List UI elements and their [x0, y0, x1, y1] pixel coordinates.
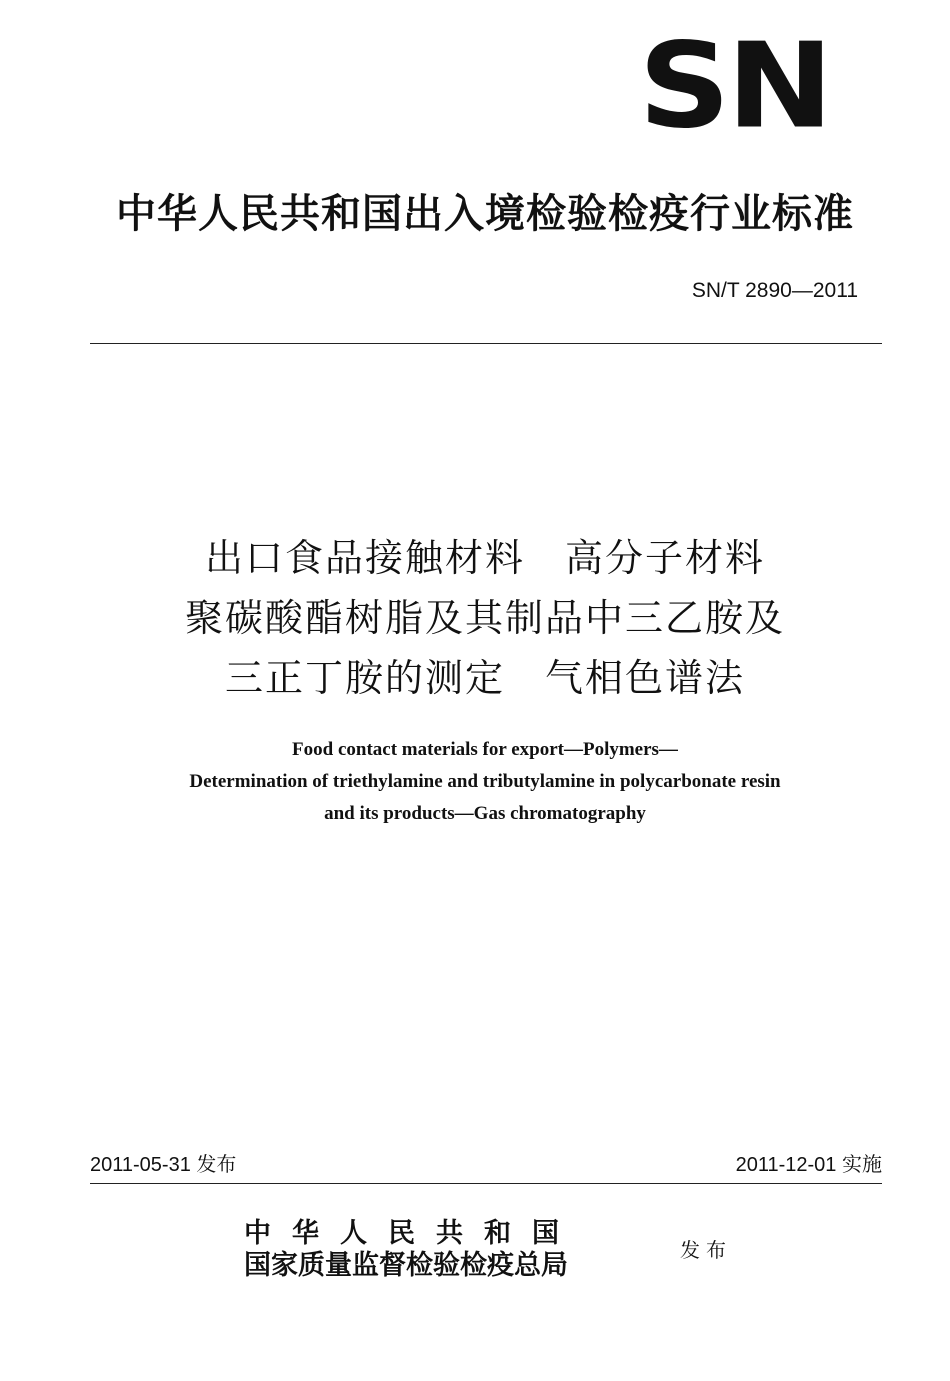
english-title [60, 734, 910, 830]
chinese-title-line-1: 出口食品接触材料 高分子材料 [204, 536, 765, 580]
english-title-line-2: Determination of triethylamine and tributylamine in polycarbonate resin [189, 771, 781, 792]
standard-category-title: 中华人民共和国出入境检验检疫行业标准 [116, 191, 854, 237]
sn-logo: SN [638, 17, 830, 155]
publisher-line-2: 国家质量监督检验检疫总局 [244, 1250, 568, 1281]
publish-label: 发布 [680, 1238, 732, 1262]
english-title-line-3: and its products—Gas chromatography [324, 803, 646, 824]
publisher-block [244, 1218, 654, 1282]
bottom-divider [90, 1183, 882, 1184]
chinese-title [60, 528, 910, 708]
issue-date: 2011-05-31 发布 [90, 1154, 237, 1176]
chinese-title-line-3: 三正丁胺的测定 气相色谱法 [224, 656, 745, 700]
standard-number: SN/T 2890—2011 [691, 279, 858, 302]
chinese-title-line-2: 聚碳酸酯树脂及其制品中三乙胺及 [184, 596, 785, 640]
english-title-line-1: Food contact materials for export—Polymers— [292, 739, 678, 760]
implementation-date: 2011-12-01 实施 [735, 1154, 882, 1176]
top-divider [90, 343, 882, 344]
publisher-line-1: 中华人民共和国 [244, 1218, 580, 1249]
